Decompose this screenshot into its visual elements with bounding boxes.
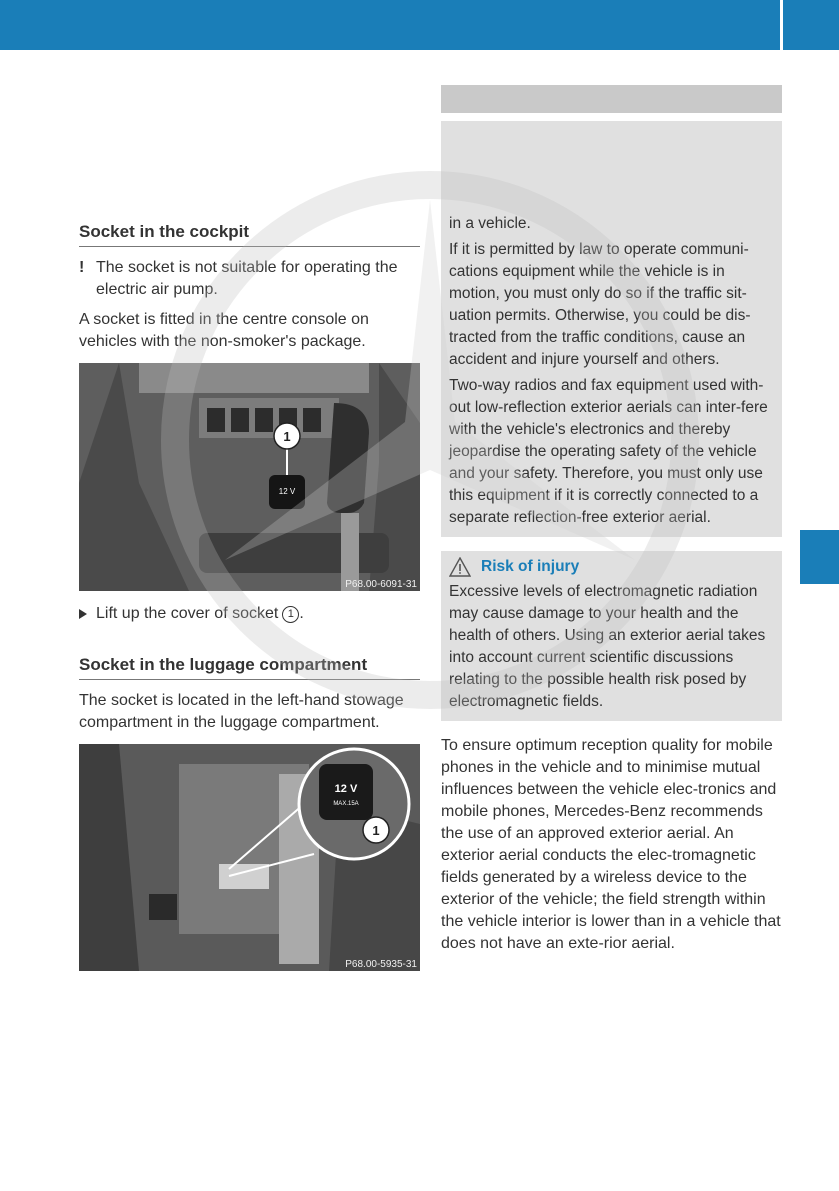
warning-title-text: Risk of injury [481, 558, 580, 575]
info-paragraph: If it is permitted by law to operate communi-cations equipment while the vehicle is in motion, you must only do so if the traffic sit-uation permits. Otherwise, you could be dis-tracted from the traffic conditions, cause an accident and injure yourself and others. [449, 241, 751, 368]
image-caption: P68.00-6091-31 [345, 579, 417, 590]
cockpit-body: A socket is fitted in the centre console on vehicles with the non-smoker's package. [79, 311, 369, 350]
luggage-body: The socket is located in the left-hand stowage compartment in the luggage compartment. [79, 692, 404, 731]
header-bar [0, 0, 839, 50]
cockpit-note-text: The socket is not suitable for operating the electric air pump. [96, 259, 398, 298]
luggage-heading: Socket in the luggage compartment [79, 655, 420, 680]
cockpit-photo [79, 363, 420, 591]
step-text: Lift up the cover of socket [96, 605, 279, 622]
info-paragraph: Two-way radios and fax equipment used with-out low-reflection exterior aerials can inter-fere with the vehicle's electronics and thereby jeopardise the operating safety of the vehicle and your safety. Therefore, you must only use this equipment if it is correctly connected to a separate reflection-free exterior aerial. [449, 377, 768, 526]
left-column [79, 222, 420, 971]
luggage-photo [79, 744, 420, 971]
svg-text:MAX.15A: MAX.15A [333, 801, 359, 807]
info-box-header [441, 85, 782, 113]
info-paragraph: in a vehicle. [449, 215, 531, 232]
callout-1: 1 [372, 823, 380, 838]
step-end: . [299, 605, 304, 622]
warning-box [441, 551, 782, 721]
notice-icon: ! [79, 259, 85, 276]
right-column [441, 85, 782, 955]
warning-title [449, 557, 774, 577]
right-body: To ensure optimum reception quality for mobile phones in the vehicle and to minimise mutual influences between the vehicle elec-tronics and mobile phones, Mercedes-Benz recommends the use of an approved exterior aerial. An exterior aerial conducts the elec-tromagnetic fields generated by a wireless device to the exterior of the vehicle; the field strength within the vehicle interior is lower than in a vehicle that does not have an exte-rior aerial. [441, 737, 781, 952]
step-item [79, 603, 420, 625]
callout-1: 1 [283, 429, 291, 444]
image-caption: P68.00-5935-31 [345, 959, 417, 970]
header-divider [780, 0, 783, 50]
svg-text:12 V: 12 V [278, 487, 296, 496]
info-box [441, 121, 782, 537]
cockpit-heading: Socket in the cockpit [79, 222, 420, 247]
step-arrow-icon [79, 609, 87, 619]
step-ref-number: 1 [282, 606, 299, 623]
svg-text:12 V: 12 V [334, 783, 358, 795]
chapter-tab [800, 530, 839, 584]
cockpit-note [79, 257, 420, 301]
warning-triangle-icon [449, 557, 471, 577]
warning-text: Excessive levels of electromagnetic radiation may cause damage to your health and the health of others. Using an exterior aerial takes into account current scientific discussions relating to the possible health risk posed by electromagnetic fields. [449, 583, 766, 710]
